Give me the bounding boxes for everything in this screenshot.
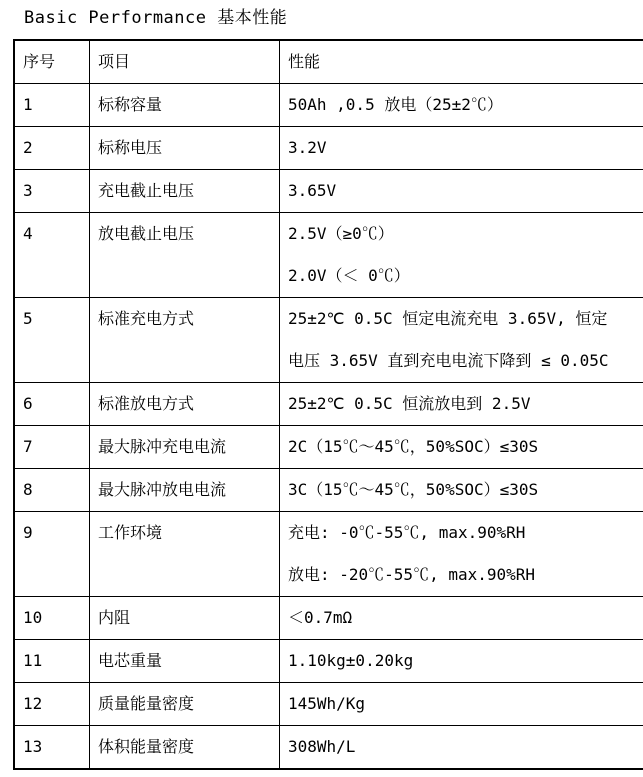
- performance-line: 3.65V: [288, 181, 337, 200]
- row-number-cell: 4: [14, 213, 90, 298]
- table-row: [14, 170, 643, 213]
- table-body: [14, 84, 643, 770]
- row-item-cell: 内阻: [90, 597, 280, 640]
- row-number-cell: 2: [14, 127, 90, 170]
- row-number-cell: 1: [14, 84, 90, 127]
- table-row: [14, 426, 643, 469]
- table-row: [14, 298, 643, 383]
- row-performance-cell: [280, 426, 643, 469]
- row-number-cell: 12: [14, 683, 90, 726]
- row-item-cell: 最大脉冲放电电流: [90, 469, 280, 512]
- row-item-cell: 放电截止电压: [90, 213, 280, 298]
- performance-line: 2.5V（≥0℃）: [288, 224, 394, 243]
- row-performance-cell: [280, 469, 643, 512]
- row-performance-cell: [280, 383, 643, 426]
- table-header: [14, 40, 643, 84]
- row-performance-cell: [280, 597, 643, 640]
- performance-line: 3C（15℃～45℃，50%SOC）≤30S: [288, 480, 539, 499]
- row-performance-cell: [280, 213, 643, 298]
- performance-line: 电压 3.65V 直到充电电流下降到 ≤ 0.05C: [288, 351, 609, 370]
- table-row: [14, 84, 643, 127]
- row-performance-cell: [280, 127, 643, 170]
- row-number-cell: 10: [14, 597, 90, 640]
- row-item-cell: 质量能量密度: [90, 683, 280, 726]
- row-number-cell: 13: [14, 726, 90, 770]
- row-number-cell: 11: [14, 640, 90, 683]
- row-performance-cell: [280, 170, 643, 213]
- performance-line: 145Wh/Kg: [288, 694, 366, 713]
- performance-line: 1.10kg±0.20kg: [288, 651, 414, 670]
- performance-line: 2C（15℃～45℃，50%SOC）≤30S: [288, 437, 539, 456]
- performance-line: 充电: -0℃-55℃, max.90%RH: [288, 523, 526, 542]
- performance-line: 2.0V（＜ 0℃）: [288, 266, 410, 285]
- table-row: [14, 683, 643, 726]
- row-number-cell: 3: [14, 170, 90, 213]
- row-performance-cell: [280, 84, 643, 127]
- page-title: Basic Performance 基本性能: [24, 8, 288, 28]
- row-item-cell: 工作环境: [90, 512, 280, 597]
- table-row: [14, 597, 643, 640]
- table-row: [14, 213, 643, 298]
- header-cell-performance: 性能: [280, 40, 643, 84]
- row-item-cell: 标准充电方式: [90, 298, 280, 383]
- row-number-cell: 7: [14, 426, 90, 469]
- row-performance-cell: [280, 298, 643, 383]
- row-performance-cell: [280, 726, 643, 770]
- row-item-cell: 标称容量: [90, 84, 280, 127]
- table-row: [14, 127, 643, 170]
- performance-line: ＜0.7mΩ: [288, 608, 353, 627]
- performance-line: 308Wh/L: [288, 737, 356, 756]
- row-number-cell: 9: [14, 512, 90, 597]
- row-performance-cell: [280, 683, 643, 726]
- performance-line: 25±2℃ 0.5C 恒流放电到 2.5V: [288, 394, 531, 413]
- row-item-cell: 电芯重量: [90, 640, 280, 683]
- row-number-cell: 6: [14, 383, 90, 426]
- table-row: [14, 726, 643, 770]
- table-header-row: [14, 40, 643, 84]
- row-item-cell: 标准放电方式: [90, 383, 280, 426]
- performance-line: 25±2℃ 0.5C 恒定电流充电 3.65V, 恒定: [288, 309, 608, 328]
- row-item-cell: 最大脉冲充电电流: [90, 426, 280, 469]
- header-cell-number: 序号: [14, 40, 90, 84]
- row-item-cell: 充电截止电压: [90, 170, 280, 213]
- row-performance-cell: [280, 512, 643, 597]
- performance-line: 放电: -20℃-55℃, max.90%RH: [288, 565, 536, 584]
- table-row: [14, 469, 643, 512]
- table-row: [14, 512, 643, 597]
- basic-performance-table: [13, 39, 643, 770]
- header-cell-item: 项目: [90, 40, 280, 84]
- row-item-cell: 体积能量密度: [90, 726, 280, 770]
- row-item-cell: 标称电压: [90, 127, 280, 170]
- row-number-cell: 8: [14, 469, 90, 512]
- row-number-cell: 5: [14, 298, 90, 383]
- row-performance-cell: [280, 640, 643, 683]
- performance-line: 50Ah ,0.5 放电（25±2℃）: [288, 95, 503, 114]
- performance-line: 3.2V: [288, 138, 327, 157]
- table-row: [14, 640, 643, 683]
- table-row: [14, 383, 643, 426]
